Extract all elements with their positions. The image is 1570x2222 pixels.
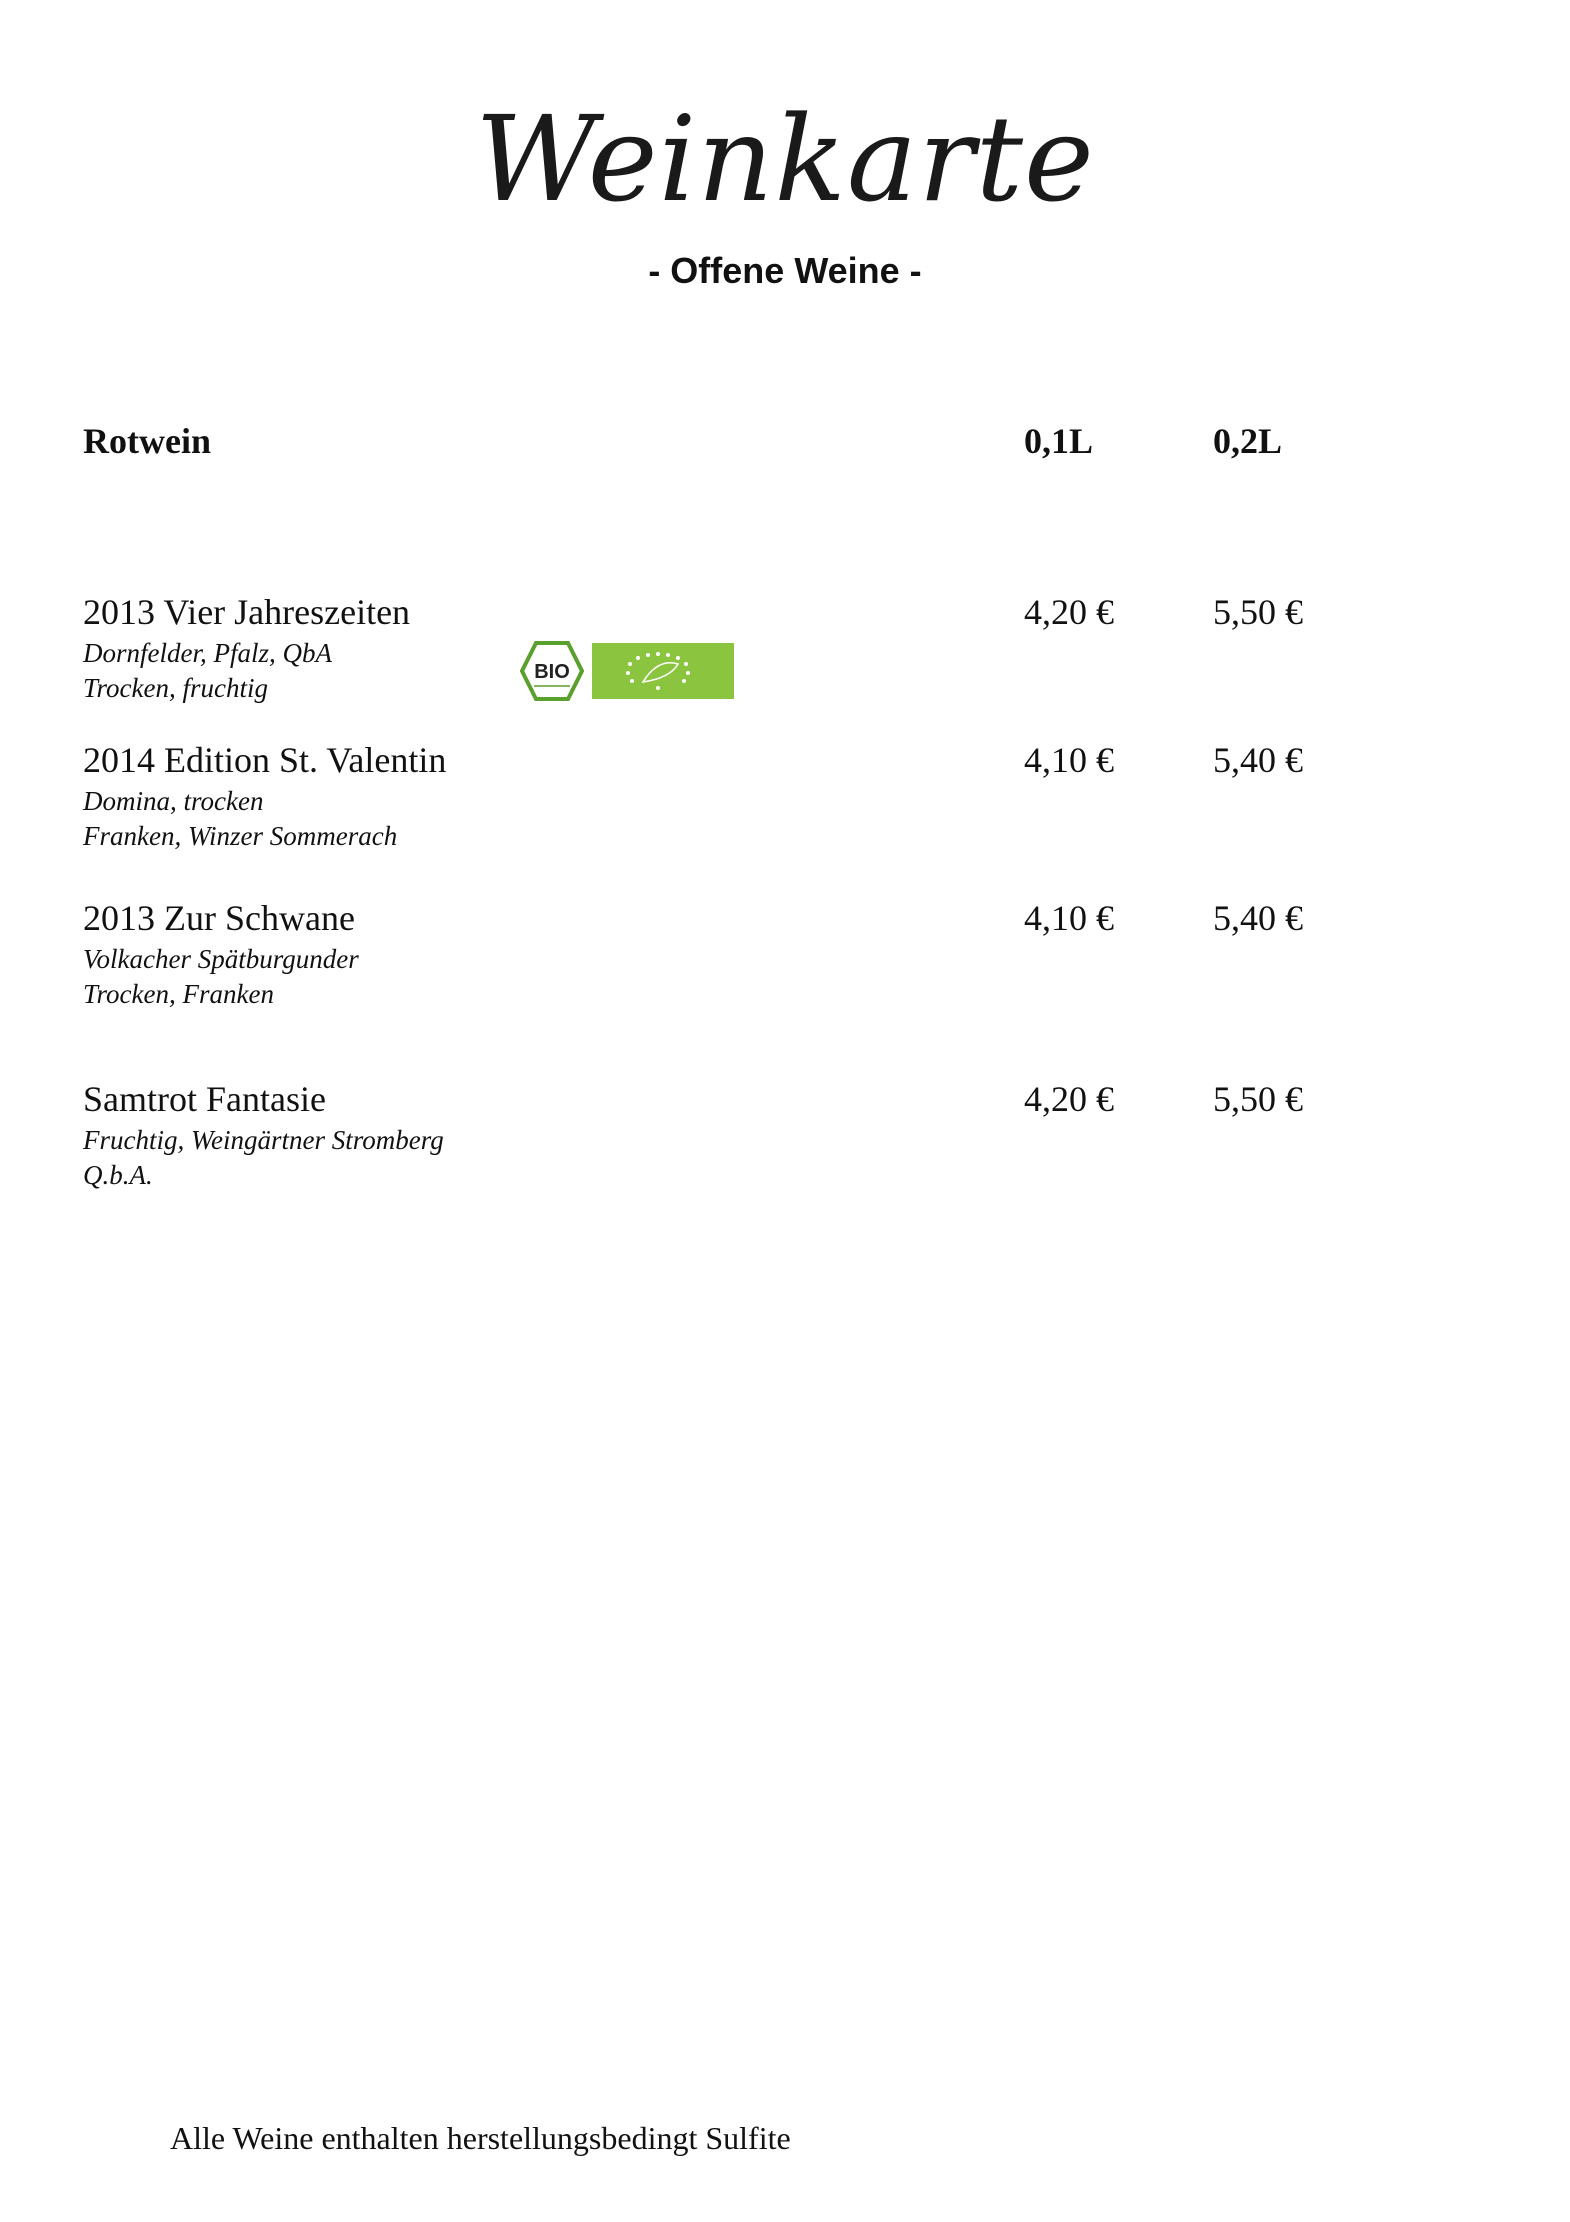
price-01l: 4,20 € [1024,1079,1114,1119]
wine-entry [83,1081,1483,1193]
wine-entry [83,742,1483,854]
wine-description-line: Dornfelder, Pfalz, QbA [83,638,332,668]
wine-description-line: Trocken, Franken [83,979,274,1009]
price-02l: 5,40 € [1213,740,1303,780]
category-heading: Rotwein [83,421,211,461]
price-01l: 4,10 € [1024,740,1114,780]
price-01l: 4,20 € [1024,592,1114,632]
wine-entry [83,594,1483,706]
wine-name: Samtrot Fantasie [83,1079,326,1119]
sulfite-note: Alle Weine enthalten herstellungsbedingt Sulfite [170,2120,791,2156]
price-02l: 5,50 € [1213,592,1303,632]
eu-organic-leaf-icon [592,643,734,699]
column-header-02l: 0,2L [1213,421,1283,461]
wine-description-line: Volkacher Spätburgunder [83,944,359,974]
wine-description-line: Fruchtig, Weingärtner Stromberg [83,1125,444,1155]
page-subtitle: - Offene Weine - [648,250,922,291]
bio-hexagon-icon [520,640,584,702]
wine-description-line: Trocken, fruchtig [83,673,268,703]
wine-description-line: Domina, trocken [83,786,264,816]
organic-badges [520,640,734,702]
wine-name: 2013 Vier Jahreszeiten [83,592,411,632]
wine-description-line: Franken, Winzer Sommerach [83,821,398,851]
price-01l: 4,10 € [1024,898,1114,938]
wine-description-line: Q.b.A. [83,1160,153,1190]
page-title: Weinkarte [475,90,1095,228]
price-02l: 5,50 € [1213,1079,1303,1119]
price-02l: 5,40 € [1213,898,1303,938]
wine-name: 2013 Zur Schwane [83,898,355,938]
bio-badge-label: BIO [534,661,570,683]
wine-name: 2014 Edition St. Valentin [83,740,447,780]
column-header-01l: 0,1L [1024,421,1094,461]
wine-entry [83,900,1483,1012]
